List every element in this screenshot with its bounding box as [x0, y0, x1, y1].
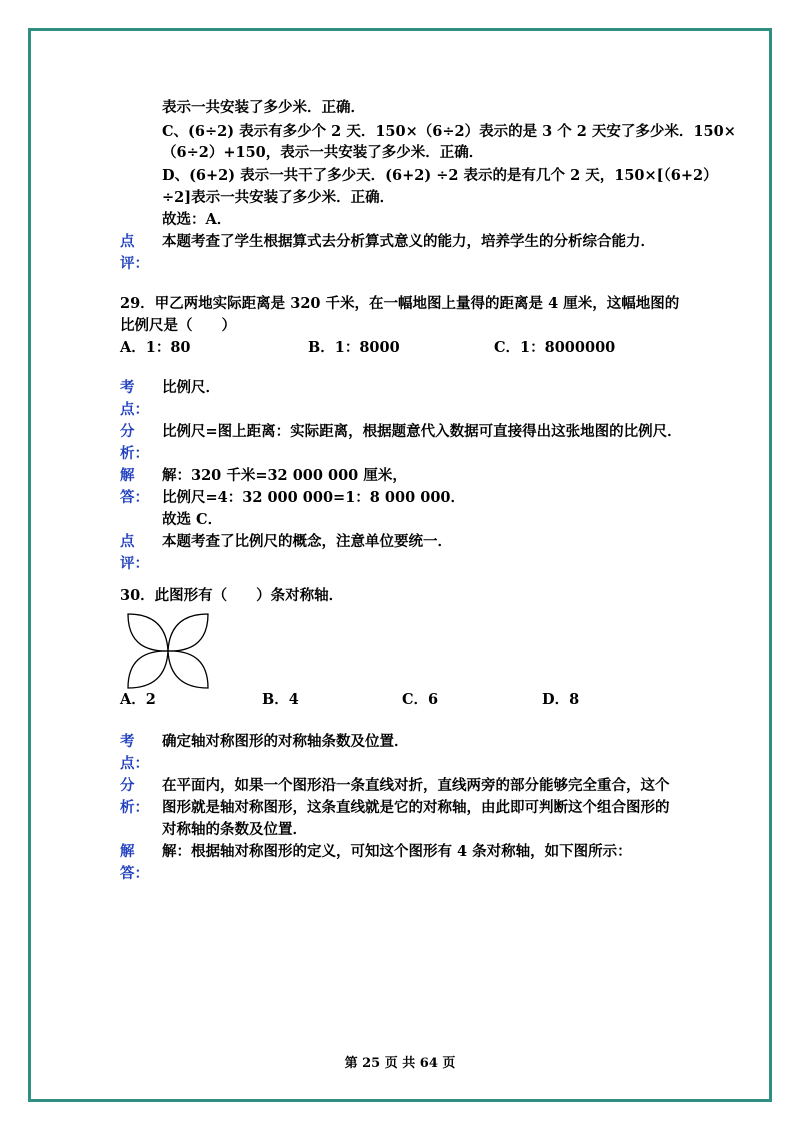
petal-bottom-right — [168, 651, 208, 688]
fenxi-label: 析： — [120, 799, 149, 816]
kaodian-text: 比例尺． — [162, 379, 220, 396]
jieda-label: 解 — [120, 843, 135, 860]
petal-bottom-left — [128, 651, 168, 688]
kaodian-label: 考 — [120, 379, 135, 396]
fenxi-label: 分 — [120, 423, 135, 440]
dianping-text: 本题考查了比例尺的概念，注意单位要统一． — [162, 533, 452, 550]
jieda-label: 解 — [120, 467, 135, 484]
jieda-text: 解：320 千米=32 000 000 厘米， — [162, 467, 407, 484]
jieda-text: 解：根据轴对称图形的定义，可知这个图形有 4 条对称轴，如下图所示： — [162, 843, 632, 860]
petal-top-right — [168, 614, 208, 651]
dianping-label: 评： — [120, 555, 149, 572]
petal-top-left — [128, 614, 168, 651]
page-footer: 第 25 页 共 64 页 — [344, 1056, 456, 1071]
comment-text: 本题考查了学生根据算式去分析算式意义的能力，培养学生的分析综合能力． — [162, 233, 655, 250]
jieda-label: 答： — [120, 489, 149, 506]
dianping-label: 点 — [120, 533, 135, 550]
text-line: D、(6+2) 表示一共干了多少天．(6+2) ÷2 表示的是有几个 2 天，150×[（6+2） — [162, 167, 718, 184]
kaodian-text: 确定轴对称图形的对称轴条数及位置． — [162, 733, 409, 750]
question-stem: 比例尺是（ ） — [120, 317, 236, 334]
text-line: 表示一共安装了多少米．正确． — [162, 99, 365, 116]
option-d: D．8 — [542, 691, 580, 708]
option-a: A．1：80 — [120, 339, 191, 356]
four-petal-figure — [124, 612, 212, 690]
option-c: C．6 — [402, 691, 439, 708]
comment-label: 评： — [120, 255, 149, 272]
option-a: A．2 — [120, 691, 156, 708]
jieda-text: 故选 C． — [162, 511, 223, 528]
text-line: C、(6÷2) 表示有多少个 2 天．150×（6÷2）表示的是 3 个 2 天安了多少米．150× — [162, 123, 736, 140]
text-line: ÷2]表示一共安装了多少米．正确． — [162, 189, 395, 206]
fenxi-text: 比例尺=图上距离：实际距离，根据题意代入数据可直接得出这张地图的比例尺． — [162, 423, 682, 440]
option-c: C．1：8000000 — [494, 339, 616, 356]
question-stem: 29．甲乙两地实际距离是 320 千米，在一幅地图上量得的距离是 4 厘米，这幅地图的 — [120, 295, 680, 312]
jieda-text: 比例尺=4：32 000 000=1：8 000 000． — [162, 489, 466, 506]
jieda-label: 答： — [120, 865, 149, 882]
kaodian-label: 点： — [120, 755, 149, 772]
option-b: B．1：8000 — [308, 339, 400, 356]
fenxi-label: 分 — [120, 777, 135, 794]
kaodian-label: 考 — [120, 733, 135, 750]
question-stem: 30．此图形有（ ）条对称轴． — [120, 587, 344, 604]
fenxi-text: 对称轴的条数及位置． — [162, 821, 307, 838]
comment-label: 点 — [120, 233, 135, 250]
fenxi-text: 在平面内，如果一个图形沿一条直线对折，直线两旁的部分能够完全重合，这个 — [162, 777, 670, 794]
fenxi-text: 图形就是轴对称图形，这条直线就是它的对称轴，由此即可判断这个组合图形的 — [162, 799, 670, 816]
fenxi-label: 析： — [120, 445, 149, 462]
text-line: 故选：A． — [162, 211, 232, 228]
text-line: （6÷2）+150，表示一共安装了多少米．正确． — [162, 144, 484, 161]
kaodian-label: 点： — [120, 401, 149, 418]
option-b: B．4 — [262, 691, 299, 708]
